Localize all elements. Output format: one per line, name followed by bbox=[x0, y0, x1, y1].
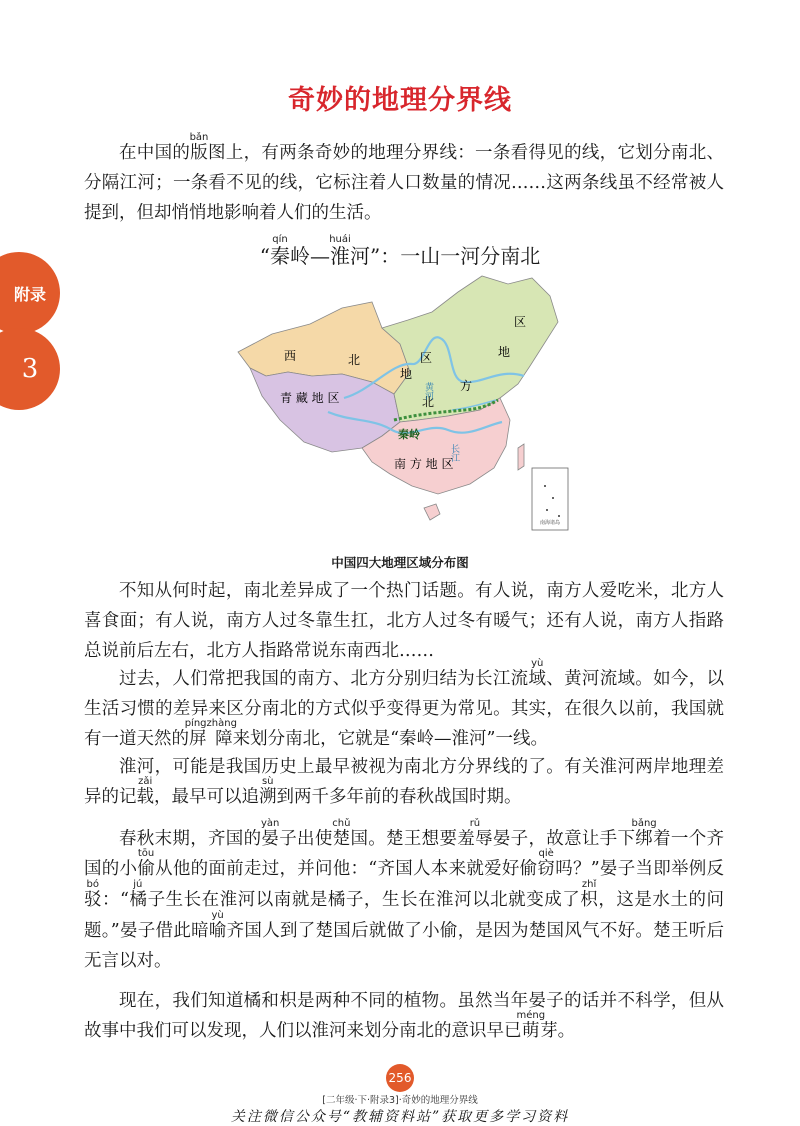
pinyin-yu: 域yù bbox=[528, 658, 547, 689]
label-yellow-river: 黄河 bbox=[423, 382, 433, 400]
paragraph-2-text: 不知从何时起，南北差异成了一个热门话题。有人说，南方人爱吃米，北方人喜食面；有人说，南方人过冬靠生扛，北方人过冬有暖气；还有人说，南方人指路总说前后左右，北方人指路常说东南西北…… bbox=[84, 581, 724, 661]
pinyin-ru: 羞辱rǔ bbox=[457, 818, 493, 849]
pinyin-yu2: 喻yù bbox=[208, 910, 227, 941]
page-number-badge: 256 bbox=[386, 1064, 414, 1092]
label-northwest-4: 区 bbox=[420, 351, 433, 365]
label-northwest-2: 北 bbox=[348, 353, 361, 367]
label-yangtze: 长江 bbox=[449, 444, 459, 462]
pinyin-yan: 晏yàn bbox=[260, 818, 280, 849]
pinyin-bo: 驳bó bbox=[84, 879, 103, 910]
pinyin-pingzhang: 屏障píngzhàng bbox=[184, 718, 237, 749]
map-svg bbox=[232, 272, 572, 537]
paragraph-4: 淮河，可能是我国历史上最早被视为南北方分界线的了。有关淮河两岸地理差异的记载zǎi，最早可以追溯sù到两千多年前的春秋战国时期。 bbox=[84, 757, 724, 807]
pinyin-chu: 楚chǔ bbox=[332, 818, 351, 849]
pinyin-bang: 绑bǎng bbox=[631, 818, 657, 849]
appendix-number: 3 bbox=[21, 354, 39, 384]
label-northwest-3: 地 bbox=[400, 367, 413, 381]
label-northwest-1: 西 bbox=[284, 349, 297, 363]
map-caption: 中国四大地理区域分布图 bbox=[331, 555, 469, 570]
pinyin-qin: 秦qín bbox=[270, 234, 290, 268]
footer-promo: 关注微信公众号“教辅资料站”获取更多学习资料 bbox=[230, 1109, 570, 1125]
hainan-island bbox=[424, 504, 440, 520]
page-title: 奇妙的地理分界线 bbox=[288, 85, 512, 116]
paragraph-3: 过去，人们常把我国的南方、北方分别归结为长江流域yù、黄河流域。如今，以生活习惯的差异来区分南北的方式似乎变得更为常见。其实，在很久以前，我国就有一道天然的屏障píngzhàng来划分南北，它就是“秦岭—淮河”一线。 bbox=[84, 658, 725, 749]
northern-region bbox=[382, 276, 558, 422]
footer-breadcrumb: [二年级·下·附录3]·奇妙的地理分界线 bbox=[322, 1095, 478, 1106]
pinyin-zhi: 枳zhǐ bbox=[580, 879, 599, 910]
label-qingzang: 青 藏 地 区 bbox=[280, 391, 340, 405]
appendix-number-tab bbox=[0, 328, 60, 410]
label-north-4: 区 bbox=[514, 315, 527, 329]
text: 图上，有两条奇妙的地理分界线：一条看得见的线，它划分南北、分隔江河；一条看不见的线，它标注着人口数量的情况……这两条线虽不经常被人提到，但却悄悄地影响着人们的生活。 bbox=[84, 143, 724, 223]
label-north-3: 地 bbox=[498, 345, 511, 359]
pinyin-ju: 橘jú bbox=[129, 879, 148, 910]
intro-paragraph bbox=[84, 132, 724, 228]
pinyin-zai: 载zǎi bbox=[136, 776, 154, 807]
pinyin-meng: 萌méng bbox=[516, 1010, 546, 1041]
label-qinling: 秦岭 bbox=[398, 428, 420, 441]
paragraph-6: 现在，我们知道橘和枳是两种不同的植物。虽然当年晏子的话并不科学，但从故事中我们可以发现，人们以淮河来划分南北的意识早已萌méng芽。 bbox=[84, 991, 724, 1041]
paragraph-2 bbox=[84, 576, 724, 666]
taiwan-island bbox=[518, 444, 524, 470]
pinyin-su: 溯sù bbox=[259, 776, 277, 807]
pinyin-qie: 窃qiè bbox=[537, 848, 556, 879]
appendix-tab-label: 附录 bbox=[13, 284, 46, 304]
text: 在中国的 bbox=[119, 143, 191, 163]
label-north-2: 方 bbox=[460, 379, 473, 393]
pinyin-tou: 偷tōu bbox=[137, 848, 156, 879]
label-south: 南 方 地 区 bbox=[394, 457, 454, 471]
pinyin-ban: 版bǎn bbox=[189, 132, 209, 163]
label-north-1: 北 bbox=[422, 395, 435, 409]
section-subheading: “秦qín岭—淮huái河”：一山一河分南北 bbox=[259, 234, 541, 268]
china-regions-map bbox=[232, 272, 572, 537]
inset-label: 南海诸岛 bbox=[539, 520, 561, 526]
paragraph-5: 春秋末期，齐国的晏yàn子出使楚chǔ国。楚王想要羞辱rǔ晏子，故意让手下绑bǎng着一个齐国的小偷tōu从他的面前走过，并问他：“齐国人本来就爱好偷窃qiè吗？”晏子当即举例反驳bó：“橘jú子生长在淮河以南就是橘子，生长在淮河以北就变成了枳zhǐ，这是水土的问题。”晏子借此暗喻yù齐国人到了楚国后就做了小偷，是因为楚国风气不好。楚王听后无言以对。 bbox=[84, 818, 725, 971]
pinyin-huai: 淮huái bbox=[329, 234, 351, 268]
